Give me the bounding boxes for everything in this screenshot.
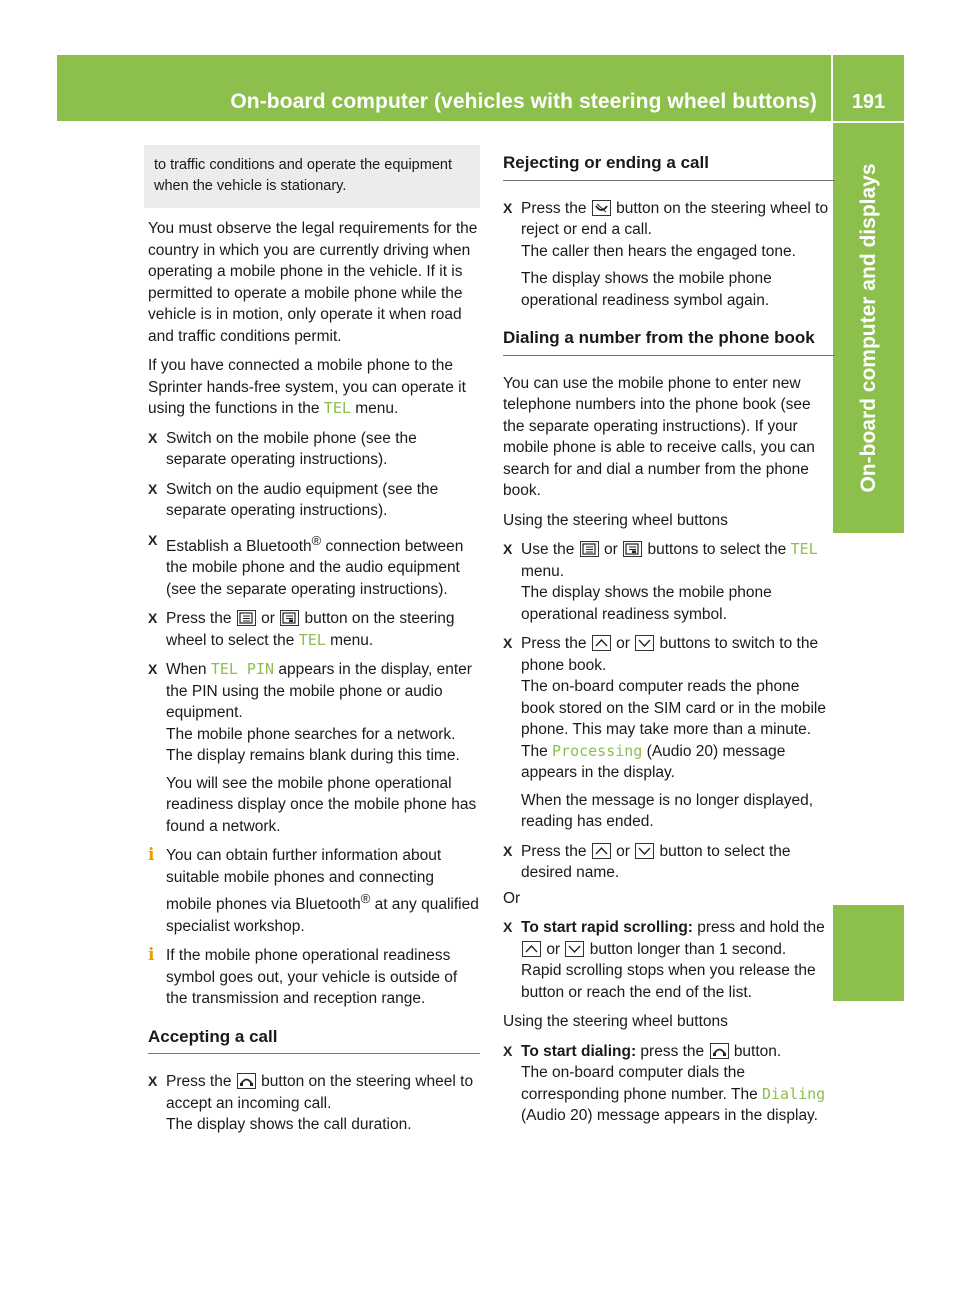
paragraph: You can use the mobile phone to enter new telephone numbers into the phone book (see the separate operating instructions). If your mobile phone is able to receive calls, you can search for and dial a number from the phone book. [503, 374, 815, 499]
instruction-step: X To start dialing: press the button. The on-board computer dials the corresponding phone number. The Dialing (Audio 20) message appears in the display. [503, 1042, 826, 1124]
paragraph: If you have connected a mobile phone to the Sprinter hands-free system, you can operate it using the functions in the TEL menu. [148, 357, 466, 417]
left-column [148, 145, 480, 1144]
up-chevron-icon [592, 635, 611, 651]
paragraph: Using the steering wheel buttons [503, 1013, 728, 1030]
info-icon: i [148, 945, 155, 966]
info-icon: i [148, 845, 155, 866]
step-bullet-icon: X [503, 199, 513, 216]
step-bullet-icon: X [148, 1073, 158, 1090]
chapter-tab [833, 123, 904, 533]
instruction-step: X Press the button on the steering wheel to accept an incoming call. The display shows the call duration. [148, 1073, 474, 1134]
paragraph: Using the steering wheel buttons [503, 511, 728, 529]
section-heading: Dialing a number from the phone book [503, 327, 835, 356]
phone-end-icon [592, 200, 611, 216]
display-text-tel: TEL [298, 630, 326, 649]
chapter-marker [833, 905, 904, 1001]
instruction-step: X Press the or button to select the desired name. [503, 842, 791, 881]
info-note: i You can obtain further information about suitable mobile phones and connecting mobile phones via Bluetooth® at any qualified specialist workshop. [148, 845, 479, 935]
step-bullet-icon: X [148, 480, 158, 497]
section-heading: Accepting a call [148, 1026, 480, 1055]
phone-accept-icon [237, 1073, 256, 1089]
header-bar [57, 55, 831, 121]
step-bullet-icon: X [148, 429, 158, 446]
info-note: i If the mobile phone operational readiness symbol goes out, your vehicle is outside of the transmission and reception range. [148, 945, 458, 1008]
up-chevron-icon [522, 941, 541, 957]
paragraph: You must observe the legal requirements for the country in which you are currently driving when operating a mobile phone in the vehicle. If it is permitted to operate a mobile phone while the vehicle is in motion, only operate it when road and traffic conditions permit. [148, 220, 478, 345]
display-text-tel: TEL [323, 399, 351, 417]
instruction-step: X When TEL PIN appears in the display, enter the PIN using the mobile phone or audio equipment. The mobile phone searches for a network. The display remains blank during this time. You will see the mobile phone operational readiness display once the mobile phone has found a network. [148, 660, 477, 835]
phone-accept-icon [710, 1043, 729, 1059]
page-number-box [833, 55, 904, 121]
page-number: 191 [851, 91, 886, 113]
step-bullet-icon: X [148, 531, 158, 548]
display-text-processing: Processing [552, 741, 643, 760]
instruction-step: X Use the or buttons to select the TEL menu. The display shows the mobile phone operational readiness symbol. [503, 540, 818, 623]
menu-forward-icon [623, 541, 642, 557]
step-bullet-icon: X [148, 661, 158, 678]
display-text-tel-pin: TEL PIN [210, 660, 275, 679]
menu-back-icon [237, 610, 256, 626]
down-chevron-icon [565, 941, 584, 957]
display-text-dialing: Dialing [762, 1084, 826, 1103]
down-chevron-icon [635, 635, 654, 651]
warning-note-continuation: to traffic conditions and operate the equipment when the vehicle is stationary. [144, 145, 480, 208]
step-bullet-icon: X [503, 1042, 513, 1059]
step-bullet-icon: X [503, 635, 513, 651]
paragraph: Or [503, 889, 521, 907]
instruction-step: X To start rapid scrolling: press and hold the or button longer than 1 second. Rapid scrolling stops when you release the button or reach the end of the list. [503, 919, 825, 1001]
page-title: On-board computer (vehicles with steering wheel buttons) [230, 90, 817, 113]
instruction-step: X Press the button on the steering wheel to reject or end a call. The caller then hears the engaged tone. The display shows the mobile phone operational readiness symbol again. [503, 199, 829, 309]
instruction-step: X Establish a Bluetooth® connection between the mobile phone and the audio equipment (see the separate operating instructions). [148, 531, 464, 598]
display-text-tel: TEL [790, 540, 818, 558]
instruction-step: X Press the or button on the steering wheel to select the TEL menu. [148, 610, 455, 649]
step-bullet-icon: X [148, 610, 158, 627]
down-chevron-icon [635, 843, 654, 859]
instruction-step: X Switch on the mobile phone (see the separate operating instructions). [148, 429, 417, 468]
instruction-step: X Press the or buttons to switch to the phone book. The on-board computer reads the phone book stored on the SIM card or in the mobile phone. This may take more than a minute. The Processing (Audio 20) message appears in the display. When the message is no longer displayed, reading has ended. [503, 635, 826, 830]
menu-forward-icon [280, 610, 299, 626]
step-bullet-icon: X [503, 919, 513, 935]
instruction-step: X Switch on the audio equipment (see the separate operating instructions). [148, 480, 439, 519]
step-bullet-icon: X [503, 541, 513, 557]
step-bullet-icon: X [503, 842, 513, 859]
up-chevron-icon [592, 843, 611, 859]
section-heading: Rejecting or ending a call [503, 152, 835, 181]
right-column [503, 146, 835, 1135]
menu-back-icon [580, 541, 599, 557]
chapter-tab-label: On-board computer and displays [856, 163, 880, 493]
